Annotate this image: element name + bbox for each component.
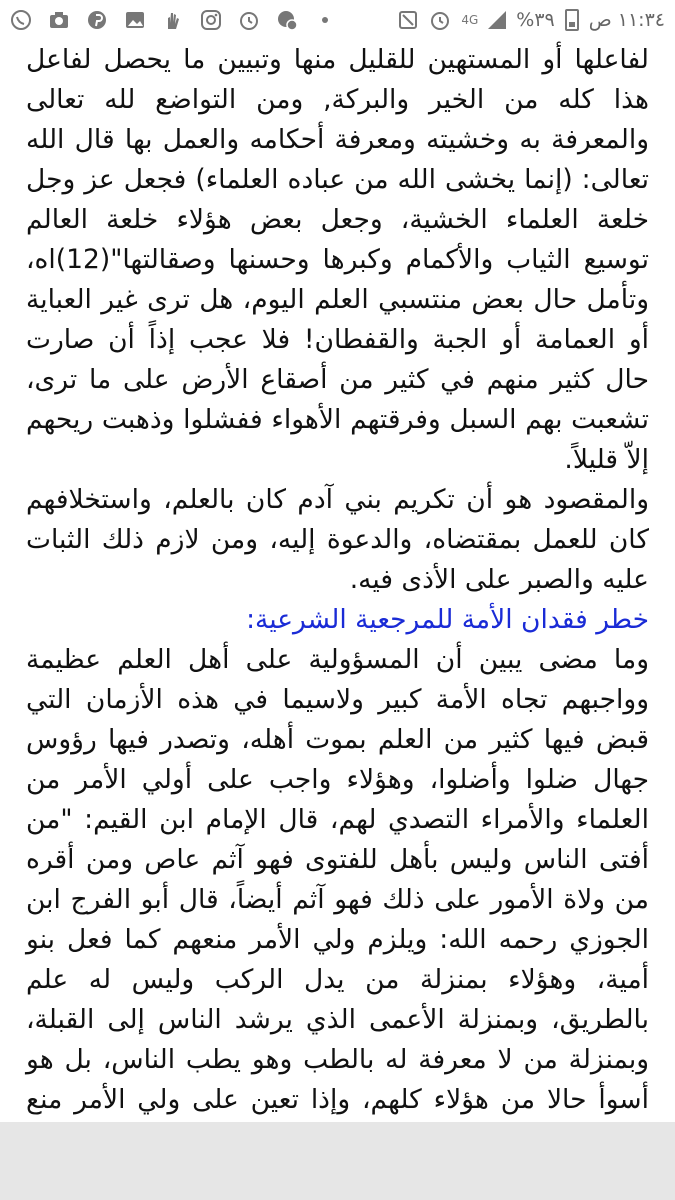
battery-percent: ٣٩%: [516, 9, 555, 31]
whatsapp-icon: [10, 9, 32, 31]
pinterest-icon: [86, 9, 108, 31]
hand-icon: [162, 9, 184, 31]
section-heading: خطر فقدان الأمة للمرجعية الشرعية:: [246, 604, 649, 635]
article-body: [0, 40, 675, 1122]
alarm-icon: [238, 9, 260, 31]
status-bar: [0, 0, 675, 40]
clock: ١١:٣٤ ص: [588, 9, 665, 31]
article-paragraph: لفاعلها أو المستهين للقليل منها وتبيين ما يحصل لفاعل هذا كله من الخير والبركة, ومن التواضع لله تعالى والمعرفة به وخشيته ومعرفة أحكامه والعمل بها قال الله تعالى: (إنما يخشى الله من عباده العلماء) فجعل عز وجل خلعة العلماء الخشية، وجعل بعض هؤلاء خلعة العالم توسيع الثياب والأكمام وكبرها وحسنها وصقالتها"(12)اه، وتأمل حال بعض منتسبي العلم اليوم، هل ترى غير العباية أو العمامة أو الجبة والقفطان! فلا عجب إذاً أن صارت حال كثير منهم في كثير من أصقاع الأرض على ما ترى، تشعبت بهم السبل وفرقتهم الأهواء ففشلوا وذهبت ريحهم إلاّ قليلاً.: [26, 44, 649, 475]
system-status: [397, 9, 665, 31]
article-paragraph: وما مضى يبين أن المسؤولية على أهل العلم عظيمة وواجبهم تجاه الأمة كبير ولاسيما في هذه الأزمان التي قبض فيها كثير من العلم بموت أهله، وتصدر فيها رؤوس جهال ضلوا وأضلوا، وهؤلاء واجب على أولي الأمر من العلماء والأمراء التصدي لهم، قال الإمام ابن القيم: "من أفتى الناس وليس بأهل للفتوى فهو آثم عاص ومن أقره من ولاة الأمور على ذلك فهو آثم أيضاً، قال أبو الفرج ابن الجوزي رحمه الله: ويلزم ولي الأمر منعهم كما فعل بنو أمية، وهؤلاء بمنزلة من يدل الركب وليس له علم بالطريق، وبمنزلة الأعمى الذي يرشد الناس إلى القبلة، وبمنزلة من لا معرفة له بالطب وهو يطب الناس، بل هو أسوأ حالا من هؤلاء كلهم، وإذا تعين على ولي الأمر منع: [26, 644, 649, 1115]
dots-icon: [314, 9, 336, 31]
bottom-bar: [0, 1122, 675, 1200]
image-icon: [124, 9, 146, 31]
mute-icon: [397, 9, 419, 31]
article-paragraph: والمقصود هو أن تكريم بني آدم كان بالعلم، واستخلافهم كان للعمل بمقتضاه، والدعوة إليه، ومن لازم ذلك الثبات عليه والصبر على الأذى فيه.: [26, 484, 649, 595]
alarm-status-icon: [429, 9, 451, 31]
battery-icon: [565, 9, 579, 31]
chat-icon: [276, 9, 298, 31]
camera-icon: [48, 9, 70, 31]
notification-icons: [10, 9, 336, 31]
network-type: 4G: [461, 13, 479, 27]
signal-icon: [488, 11, 506, 29]
instagram-icon: [200, 9, 222, 31]
